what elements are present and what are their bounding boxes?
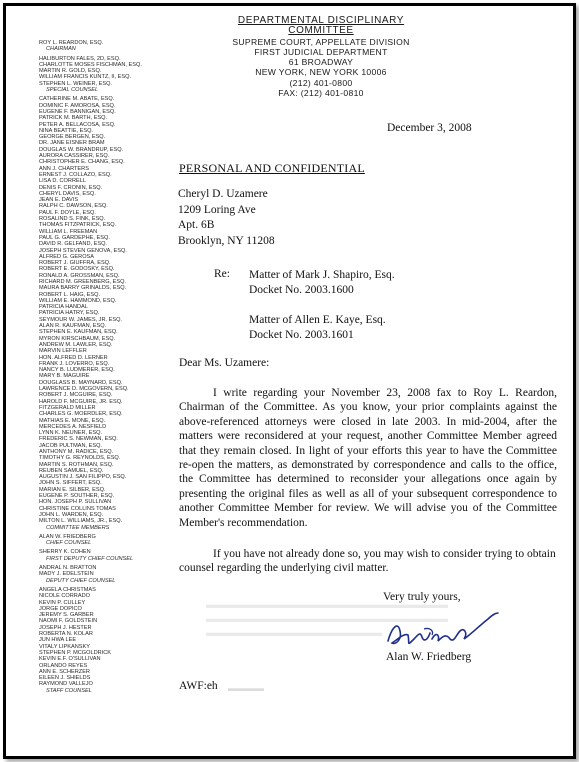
roster-name: CHERYL DAVIS, ESQ.	[39, 190, 96, 197]
roster-name: CHARLES G. MOERDLER, ESQ.	[39, 411, 123, 418]
roster-name: ROBERT E. GODOSKY, ESQ.	[39, 266, 115, 273]
roster-name: ANDREW M. LAWLER, ESQ.	[39, 341, 113, 348]
salutation: Dear Ms. Uzamere:	[179, 357, 270, 369]
signer-name: Alan W. Friedberg	[386, 651, 472, 663]
roster-name: HON. JOSEPH P. SULLIVAN	[39, 499, 112, 506]
committee-roster	[39, 40, 164, 697]
roster-name: JOSEPH J. HESTER	[39, 624, 92, 631]
roster-name: LAWRENCE D. MCGOVERN, ESQ.	[39, 386, 129, 393]
body-paragraph-2: If you have not already done so, you may wish to consider trying to obtain counsel regarding the underlying civil matter.	[179, 548, 556, 575]
roster-name: CHRISTOPHER E. CHANG, ESQ.	[39, 159, 125, 166]
roster-name: CHARLOTTE MOSES FISCHMAN, ESQ.	[39, 61, 142, 68]
roster-name: ALAN W. FRIEDBERG	[39, 533, 96, 540]
roster-name: DOMINIC F. AMOROSA, ESQ.	[39, 102, 116, 109]
roster-name: CHRISTINE COLLINS TOMAS	[39, 505, 116, 512]
roster-name: JEAN E. DAVIS	[39, 197, 79, 204]
roster-name: DR. JANE EISNER BRAM	[39, 140, 105, 147]
roster-name: HALIBURTON FALES, 2D, ESQ.	[39, 55, 121, 62]
roster-name: VITALY LIPKANSKY	[39, 643, 90, 650]
matter-shapiro	[249, 268, 395, 298]
roster-name: ROBERT L. HAIG, ESQ.	[39, 291, 101, 298]
roster-name: MAURA BARRY GRINALDS, ESQ.	[39, 285, 127, 292]
roster-name: LYNN K. NEUNER, ESQ.	[39, 430, 102, 437]
roster-role: SPECIAL COUNSEL	[46, 87, 99, 94]
roster-name: MILTON L. WILLIAMS, JR., ESQ.	[39, 518, 123, 525]
recipient-street: 1209 Loring Ave	[178, 203, 256, 216]
letter-date: December 3, 2008	[387, 122, 472, 134]
roster-name: MARTIN R. GOLD, ESQ.	[39, 68, 102, 75]
roster-name: REUBEN SAMUEL, ESQ.	[39, 467, 104, 474]
roster-name: WILLIAM E. HAMMOND, ESQ.	[39, 297, 117, 304]
roster-name: STEPHEN P. MCGOLDRICK	[39, 649, 112, 656]
letterhead-org: DEPARTMENTAL DISCIPLINARY COMMITTEE	[237, 15, 405, 37]
roster-name: AUGUSTIN J. SAN FILIPPO, ESQ.	[39, 474, 127, 481]
roster-name: RONALD A. GROSSMAN, ESQ.	[39, 272, 120, 279]
roster-name: PATRICIA HANDAL	[39, 304, 88, 311]
roster-name: KEVIN E.F. O'SULLIVAN	[39, 656, 101, 663]
roster-name: MARTIN S. ROTHMAN, ESQ.	[39, 461, 114, 468]
roster-name: PAUL G. GARDEPHE, ESQ.	[39, 234, 110, 241]
roster-name: STEPHEN E. KAUFMAN, ESQ.	[39, 329, 118, 336]
recipient-city: Brooklyn, NY 11208	[178, 234, 275, 247]
roster-name: DENIS F. CRONIN, ESQ.	[39, 184, 103, 191]
closing: Very truly yours,	[383, 591, 461, 603]
docket-number: Docket No. 2003.1600	[249, 284, 354, 296]
roster-name: FRANK J. LOVERRO, ESQ.	[39, 360, 110, 367]
roster-name: JOSEPH STEVEN GENOVA, ESQ.	[39, 247, 127, 254]
roster-name: STEPHEN L. WEINER, ESQ.	[39, 80, 113, 87]
roster-name: AURORA CASSIRER, ESQ.	[39, 153, 110, 160]
roster-name: NAOMI F. GOLDSTEIN	[39, 618, 98, 625]
roster-name: EILEEN J. SHIELDS	[39, 675, 91, 682]
roster-name: MARIAN E. SILBER, ESQ.	[39, 486, 106, 493]
roster-group	[39, 40, 164, 53]
roster-name: ANTHONY M. RADICE, ESQ.	[39, 449, 114, 455]
roster-name: ALAN R. KAUFMAN, ESQ.	[39, 323, 107, 330]
roster-name: WILLIAM L. FREEMAN	[39, 228, 98, 235]
recipient-name: Cheryl D. Uzamere	[178, 188, 268, 200]
roster-name: TIMOTHY G. REYNOLDS, ESQ.	[39, 455, 121, 462]
roster-name: HAROLD F. MCGUIRE, JR. ESQ.	[39, 398, 123, 405]
roster-name: ROY L. REARDON, ESQ.	[39, 40, 104, 46]
roster-name: KEVIN P. CULLEY	[39, 599, 86, 606]
roster-name: DAVID R. GELFAND, ESQ.	[39, 241, 107, 248]
body-paragraph-1: I write regarding your November 23, 2008 fax to Roy L. Reardon, Chairman of the Committee. As you know, your prior complaints against the above-referenced attorneys were closed in late 2003. In mid-2004, after the matters were reconsidered at your request, another Committee Member agreed that they remain closed. In light of your efforts this year to have the Committee re-open the matters, as demonstrated by correspondence and calls to the office, the Committee has determined to reconsider your allegations once again by presenting the original files as well as all of your subsequent correspondence to another Committee Member for review. We will advise you of the Committee Member's recommendation.	[179, 387, 557, 529]
roster-name: ERNEST J. COLLAZO, ESQ.	[39, 171, 112, 178]
roster-name: PAUL F. DOYLE, ESQ.	[39, 209, 96, 216]
roster-name: ROBERT J. MCGUIRE, ESQ.	[39, 392, 113, 399]
roster-name: ANN E. SCHERZER	[39, 668, 90, 675]
roster-group	[39, 56, 164, 94]
roster-name: FREDERIC S. NEWMAN, ESQ.	[39, 436, 118, 443]
roster-name: WILLIAM FRANCIS KUNTZ, II, ESQ.	[39, 74, 131, 81]
roster-role: CHIEF COUNSEL	[46, 540, 92, 547]
roster-name: FITZGERALD MILLER	[39, 404, 96, 411]
roster-name: EUGENE F. BANNIGAN, ESQ.	[39, 108, 116, 115]
roster-name: MARY B. MAGUIRE	[39, 373, 90, 380]
roster-name: NINA BEATTIE, ESQ.	[39, 127, 93, 134]
roster-name: THOMAS FITZPATRICK, ESQ.	[39, 222, 117, 229]
roster-name: MERCEDES A. NESFIELD	[39, 423, 107, 430]
roster-name: SHERRY K. COHEN	[39, 549, 91, 556]
roster-name: RICHARD M. GREENBERG, ESQ.	[39, 278, 127, 285]
roster-name: HON. ALFRED D. LERNER	[39, 354, 108, 361]
re-label: Re:	[214, 268, 230, 280]
confidential-heading: PERSONAL AND CONFIDENTIAL	[179, 161, 365, 175]
roster-name: ROBERTA N. KOLAR	[39, 631, 93, 638]
roster-name: JUN HWA LEE	[39, 637, 77, 644]
roster-name: PATRICK M. BARTH, ESQ.	[39, 115, 108, 122]
letterhead	[216, 16, 426, 98]
roster-name: ALFRED G. GEROSA	[39, 253, 95, 260]
roster-name: ROBERT J. GIUFFRA, ESQ.	[39, 260, 111, 267]
roster-name: ROSALIND S. FINK, ESQ.	[39, 216, 106, 223]
roster-group	[39, 565, 164, 584]
roster-name: DOUGLASS B. MAYNARD, ESQ.	[39, 379, 123, 386]
roster-name: DOUGLAS W. BRANDRUP, ESQ.	[39, 146, 124, 153]
roster-name: JOHN S. SIFFERT, ESQ.	[39, 480, 102, 487]
docket-number: Docket No. 2003.1601	[249, 329, 354, 341]
document-page	[3, 3, 576, 759]
letterhead-phone: (212) 401-0800	[289, 77, 353, 88]
roster-name: ANGELA CHRISTMAS	[39, 586, 96, 593]
handwritten-signature	[384, 609, 502, 655]
roster-name: JORGE DOPICO	[39, 605, 82, 612]
roster-name: LISA D. CORRELL	[39, 178, 86, 185]
roster-name: GEORGE BERGEN, ESQ.	[39, 134, 106, 141]
roster-name: ORLANDO REYES	[39, 662, 88, 669]
faint-mark: ▬▬▬▬	[228, 683, 264, 693]
roster-name: EUGENE P. SOUTHER, ESQ.	[39, 493, 115, 500]
roster-name: PETER A. BELLACOSA, ESQ.	[39, 121, 116, 128]
recipient-address	[178, 187, 558, 249]
roster-name: ANDRAL N. BRATTON	[39, 565, 97, 572]
letterhead-court: SUPREME COURT, APPELLATE DIVISION	[232, 36, 410, 47]
recipient-apt: Apt. 6B	[178, 219, 215, 231]
roster-role: STAFF COUNSEL	[46, 687, 92, 694]
roster-name: MATHIAS E. MONE, ESQ.	[39, 417, 106, 424]
roster-name: JACOB PULTMAN, ESQ.	[39, 442, 102, 449]
roster-name: MYRON KIRSCHBAUM, ESQ.	[39, 335, 116, 342]
roster-role: CHAIRMAN	[46, 46, 76, 53]
roster-name: PATRICIA HATRY, ESQ.	[39, 310, 100, 317]
roster-role: COMMITTEE MEMBERS	[46, 524, 110, 531]
roster-name: JEREMY S. GARBER	[39, 612, 94, 619]
roster-name: NANCY B. LUDMERER, ESQ.	[39, 367, 115, 374]
typist-initials: AWF:eh	[179, 680, 218, 692]
roster-role: DEPUTY CHIEF COUNSEL	[46, 577, 116, 584]
bleed-through-text: ▬▬▬▬▬▬▬▬▬▬▬▬▬▬▬▬▬▬▬▬▬▬ ▬▬▬▬▬▬▬▬▬▬▬▬▬▬▬▬▬▬▬▬▬▬ ▬▬▬▬▬▬▬▬▬▬▬▬▬▬▬▬	[206, 599, 448, 639]
letterhead-city: NEW YORK, NEW YORK 10006	[255, 67, 387, 78]
matter-title: Matter of Mark J. Shapiro, Esq.	[249, 269, 395, 281]
roster-group	[39, 96, 164, 530]
matter-kaye	[249, 313, 386, 343]
letterhead-fax: FAX: (212) 401-0810	[278, 88, 364, 99]
roster-name: CATHERINE M. ABATE, ESQ.	[39, 96, 115, 103]
roster-group	[39, 549, 164, 562]
roster-name: MARVIN LEFFLER	[39, 348, 87, 355]
roster-name: SEYMOUR W. JAMES, JR. ESQ.	[39, 316, 122, 323]
roster-role: FIRST DEPUTY CHIEF COUNSEL	[46, 555, 134, 562]
roster-name: NICOLE CORRADO	[39, 593, 90, 600]
letterhead-street: 61 BROADWAY	[288, 57, 354, 68]
roster-name: RAYMOND VALLEJO	[39, 681, 93, 688]
roster-group	[39, 534, 164, 547]
letterhead-department: FIRST JUDICIAL DEPARTMENT	[254, 46, 388, 57]
roster-name: MADY J. EDELSTEIN	[39, 571, 94, 578]
matter-title: Matter of Allen E. Kaye, Esq.	[249, 314, 386, 326]
roster-name: JOHN L. WARDEN, ESQ.	[39, 511, 104, 518]
roster-name: ANN J. CHARTERS	[39, 165, 89, 172]
roster-name: RALPH C. DAWSON, ESQ.	[39, 203, 108, 210]
roster-group	[39, 587, 164, 694]
